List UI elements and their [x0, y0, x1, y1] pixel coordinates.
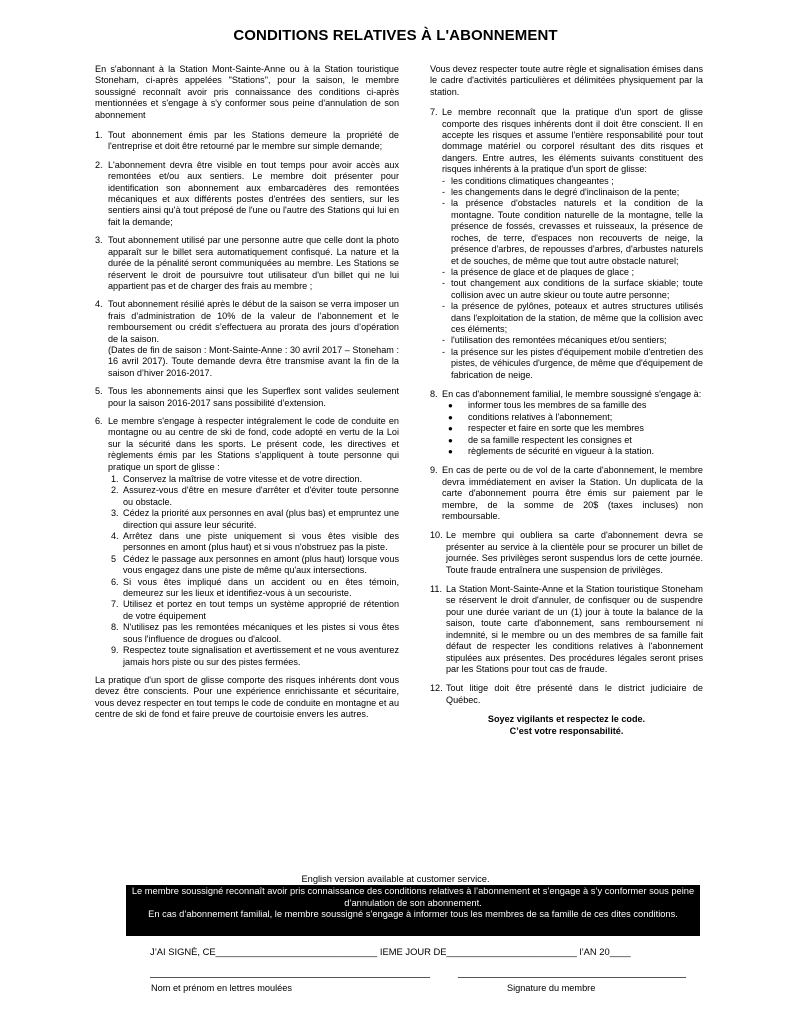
season-end-dates: (Dates de fin de saison : Mont-Sainte-Anne : 30 avril 2017 – Stoneham : 16 avril 2017). Toute demande devra être transmise avant la fin de la saison d’hiver 2016-2017.: [108, 344, 399, 378]
risk-item: - les changements dans le degré d'inclinaison de la pente;: [442, 187, 680, 198]
conduct-rule: [108, 599, 399, 622]
commitment-text: règlements de sécurité en vigueur à la station.: [468, 446, 655, 456]
condition-text: En cas de perte ou de vol de la carte d'abonnement, le membre devra immédiatement en aviser la Station. Un duplicata de la carte d'abonnement pourra être émis sur paiement par le membre, de la somme de 20$ (taxes incluses) non remboursable.: [442, 465, 703, 522]
condition-item-3: [95, 235, 399, 292]
family-commitments-list: [442, 400, 703, 457]
condition-text: En cas d'abonnement familial, le membre soussigné s'engage à:: [442, 388, 702, 399]
condition-number: 10.: [430, 530, 443, 541]
right-column: [430, 64, 703, 737]
conduct-rule: [108, 622, 399, 645]
condition-text: Tout abonnement utilisé par une personne autre que celle dont la photo apparaît sur le billet sera automatiquement confisqué. La nature et la durée de la pénalité seront communiquées au membre. Les Stations se réservent le droit de poursuivre tout utilisateur d'un billet qui ne lui appartient pas et de charger des frais au membre ;: [108, 235, 399, 291]
left-column: [95, 64, 399, 721]
risk-item: - la présence de glace et de plaques de glace ;: [442, 266, 635, 277]
risk-item: - tout changement aux conditions de la surface skiable; toute collision avec un autre skieur ou toute autre personne;: [442, 278, 703, 300]
conduct-rule: [108, 508, 399, 531]
condition-item-12: [430, 683, 703, 706]
condition-number: 6.: [95, 415, 103, 426]
slogan-line-1: Soyez vigilants et respectez le code.: [487, 714, 646, 725]
conditions-list-left: [95, 130, 399, 668]
commitment-item: [442, 423, 703, 434]
condition-item-11: [430, 584, 703, 675]
condition-number: 9.: [430, 465, 438, 476]
condition-number: 2.: [95, 159, 103, 170]
condition-number: 12.: [430, 683, 443, 694]
commitment-item: [442, 435, 703, 446]
condition-text: Le membre qui oubliera sa carte d'abonnement devra se présenter au service à la clientèle pour se procurer un billet de journée. Ses privilèges seront suspendus lors de cette journée. Toute fraude entraînera une suspension de privilèges.: [446, 530, 703, 575]
signature-date-line: J’AI SIGNÈ, CE_______________________________ IEME JOUR DE_________________________ l’AN 20____: [150, 946, 631, 957]
english-version-note: English version available at customer service.: [301, 874, 490, 884]
conduct-rule: [108, 554, 399, 577]
condition-item-4: [95, 299, 399, 379]
condition-number: 11.: [430, 584, 442, 595]
risk-text: l'utilisation des remontées mécaniques et/ou sentiers;: [451, 335, 667, 346]
condition-item-6: [95, 416, 399, 668]
acknowledgment-text-2: En cas d’abonnement familial, le membre soussigné s’engage à informer tous les membres de sa famille de ces dites conditions.: [148, 909, 678, 920]
condition-item-7: [430, 107, 703, 381]
condition-text: Le membre s'engage à respecter intégralement le code de conduite en montagne ou au centre de ski de fond, code adopté en vertu de la Loi sur la sécurité dans les sports. Le présent code, les directives et règlements émis par les Stations s’appliquent à toute personne qui pratique un sport de glisse :: [108, 415, 399, 472]
rule-text: Cédez le passage aux personnes en amont (plus haut) lorsque vous vous engagez dans une piste de même qu'aux intersections.: [123, 553, 399, 576]
glide-sport-paragraph: La pratique d'un sport de glisse comporte des risques inhérents dont vous devez être conscients. Pour une expérience enrichissante et sécuritaire, vous devez respecter en tout temps le code de conduite en montagne et au centre de ski de fond et faire preuve de courtoisie envers les autres.: [95, 674, 399, 720]
condition-item-10: [430, 530, 703, 576]
commitment-item: [442, 412, 703, 423]
condition-text: Tout abonnement émis par les Stations demeure la propriété de l'entreprise et doit être retourné par le membre sur simple demande;: [108, 130, 399, 152]
rule-number: 3.: [111, 508, 119, 519]
rule-number: 8.: [111, 622, 119, 633]
conduct-code-list: [108, 474, 399, 668]
condition-number: 1.: [95, 130, 103, 141]
rule-number: 5: [111, 553, 117, 564]
condition-number: 3.: [95, 235, 103, 246]
commitment-text: conditions relatives à l'abonnement;: [468, 411, 613, 422]
bullet-icon: ●: [448, 412, 453, 422]
acknowledgment-text-1: Le membre soussigné reconnaît avoir pris connaissance des conditions relatives à l’abonnement et s’engage à s’y conformer sous peine d’annulation de son abonnement.: [131, 886, 695, 908]
condition-text: Tous les abonnements ainsi que les Superflex sont valides seulement pour la saison 2016-2017 sans possibilité d’extension.: [108, 386, 399, 408]
conduct-rule: [108, 474, 399, 485]
slogan-line-2: C’est votre responsabilité.: [509, 725, 624, 736]
condition-text: L'abonnement devra être visible en tout temps pour avoir accès aux remontées et/ou aux sentiers. Le membre doit présenter pour identification son abonnement aux embarcadères des remontées mécaniques et aux différents postes d'entrées des sentiers, sur les sentiers ainsi qu'à tout préposé de l'une ou l'autre des Stations qui lui en fait la demande;: [108, 159, 399, 227]
risk-text: la présence de glace et de plaques de glace ;: [451, 266, 635, 277]
conduct-rule: [108, 577, 399, 600]
commitment-item: [442, 400, 703, 411]
condition-number: 8.: [430, 388, 438, 399]
risk-text: la présence de pylônes, poteaux et autres structures utilisés dans l'exploitation de la station, de même que la collision avec ces éléments;: [451, 301, 703, 334]
name-field-label: Nom et prénom en lettres moulées: [151, 983, 292, 993]
risk-item: - la présence sur les pistes d'équipement mobile d'entretien des pistes, de véhicules d'urgence, de même que d'équipement de fabrication de neige.: [442, 346, 703, 380]
conduct-rule: [108, 645, 399, 668]
risk-text: les changements dans le degré d'inclinaison de la pente;: [451, 187, 680, 198]
document-title: CONDITIONS RELATIVES À L'ABONNEMENT: [233, 27, 558, 44]
bullet-icon: ●: [448, 435, 453, 445]
signature-field-label: Signature du membre: [507, 983, 596, 993]
condition-number: 5.: [95, 386, 103, 397]
commitment-text: informer tous les membres de sa famille des: [468, 400, 647, 411]
condition-item-2: [95, 160, 399, 228]
rule-number: 6.: [111, 576, 119, 587]
signature-field-line: [458, 977, 686, 978]
rule-number: 2.: [111, 485, 119, 496]
name-field-line: [150, 977, 430, 978]
rule-text: Assurez-vous d'être en mesure d'arrêter et d'éviter toute personne ou obstacle.: [123, 485, 399, 507]
condition-number: 4.: [95, 299, 103, 310]
commitment-text: respecter et faire en sorte que les membres: [468, 423, 644, 434]
condition-text: Tout litige doit être présenté dans le district judiciaire de Québec.: [446, 683, 703, 705]
risk-text: les conditions climatiques changeantes ;: [451, 175, 614, 186]
commitment-text: de sa famille respectent les consignes et: [468, 434, 632, 445]
intro-paragraph: En s'abonnant à la Station Mont-Sainte-Anne ou à la Station touristique Stoneham, ci-après appelées "Stations", pour la saison, le membre soussigné reconnaît avoir pris connaissance des conditions ci-après mentionnées et s'engage à s'y conformer sous peine d'annulation de son abonnement: [95, 64, 399, 120]
bullet-icon: ●: [448, 401, 453, 411]
inherent-risks-list: [442, 176, 703, 381]
conduct-rule: [108, 531, 399, 554]
rule-text: Si vous êtes impliqué dans un accident ou en êtes témoin, demeurez sur les lieux et identifiez-vous à un secouriste.: [123, 576, 399, 599]
other-rules-paragraph: Vous devez respecter toute autre règle et signalisation émises dans le cadre d'activités particulières et délimitées physiquement par la station.: [430, 64, 703, 97]
rule-number: 4.: [111, 531, 119, 542]
condition-item-8: [430, 389, 703, 457]
acknowledgment-box: [126, 885, 700, 936]
condition-text: Tout abonnement résilié après le début de la saison se verra imposer un frais d’administration de 10% de la valeur de l’abonnement et le remboursement ou crédit s’effectuera au prorata des jours d’opération de la saison.: [108, 299, 399, 344]
condition-text: La Station Mont-Sainte-Anne et la Station touristique Stoneham se réservent le droit d'annuler, de confisquer ou de suspendre pour une durée variant de un (1) jour à toute la balance de la saison, toute carte d'abonnement, sans remboursement ni indemnité, si le membre ou un des membres de sa famille fait défaut de respecter les conditions relatives à l'abonnement stipulées aux présentes. Des procédures légales seront prises par les Stations pour tout cas de fraude.: [446, 584, 703, 674]
risk-text: la présence d'obstacles naturels et la condition de la montagne. Toute condition naturelle de la montagne, telle la présence de fossés, crevasses et ruisseaux, la présence de roches, de terre, d'espaces non recouverts de neige, la présence d'arbres, de repousses d'arbres, d'arbustes naturels et de souches, de même que tout autre obstacle naturel;: [451, 198, 703, 266]
rule-number: 1.: [111, 474, 119, 484]
bullet-icon: ●: [448, 424, 453, 434]
bullet-icon: ●: [448, 447, 453, 456]
rule-number: 7.: [111, 599, 119, 610]
risk-item: - la présence d'obstacles naturels et la condition de la montagne. Toute condition naturelle de la montagne, telle la présence de fossés, crevasses et ruisseaux, la présence de roches, de terre, d'espaces non recouverts de neige, la présence d'arbres, de repousses d'arbres, d'arbustes naturels et de souches, de même que tout autre obstacle naturel;: [442, 198, 703, 266]
condition-item-1: [95, 130, 399, 153]
rule-text: Respectez toute signalisation et avertissement et ne vous aventurez jamais hors piste ou sur des pistes fermées.: [123, 645, 399, 667]
risk-item: - l'utilisation des remontées mécaniques et/ou sentiers;: [442, 335, 667, 346]
condition-number: 7.: [430, 107, 438, 118]
condition-item-5: [95, 386, 399, 409]
risk-item: - les conditions climatiques changeantes ;: [442, 175, 614, 186]
risk-text: la présence sur les pistes d'équipement mobile d'entretien des pistes, de véhicules d'urgence, de même que d'équipement de fabrication de neige.: [451, 346, 703, 380]
conduct-rule: [108, 485, 399, 508]
rule-number: 9.: [111, 645, 119, 656]
rule-text: Utilisez et portez en tout temps un système approprié de rétention de votre équipement: [123, 599, 399, 621]
rule-text: Arrêtez dans une piste uniquement si vous êtes visible des personnes en amont (plus haut) et si vous n'obstruez pas la piste.: [123, 531, 399, 553]
risk-item: - la présence de pylônes, poteaux et autres structures utilisés dans l'exploitation de la station, de même que la collision avec ces éléments;: [442, 301, 703, 334]
rule-text: Cédez la priorité aux personnes en aval (plus bas) et empruntez une direction qui assure leur sécurité.: [123, 508, 400, 530]
condition-item-9: [430, 465, 703, 522]
rule-text: Conservez la maîtrise de votre vitesse et de votre direction.: [123, 474, 363, 484]
closing-slogan: [430, 714, 703, 737]
risk-text: tout changement aux conditions de la surface skiable; toute collision avec un autre skieur ou toute autre personne;: [451, 278, 703, 300]
condition-text: Le membre reconnaît que la pratique d'un sport de glisse comporte des risques inhérents dont il doit être conscient. Il en accepte les risques et assume l'entière responsabilité pour tout dommage matériel ou corporel résultant des dits risques et dangers. Entre autres, les éléments suivants constituent des risques inhérents à la pratique d'un sport de glisse:: [442, 107, 703, 175]
rule-text: N'utilisez pas les remontées mécaniques et les pistes si vous êtes sous l'influence de drogues ou d'alcool.: [123, 622, 399, 644]
commitment-item: [442, 446, 703, 457]
